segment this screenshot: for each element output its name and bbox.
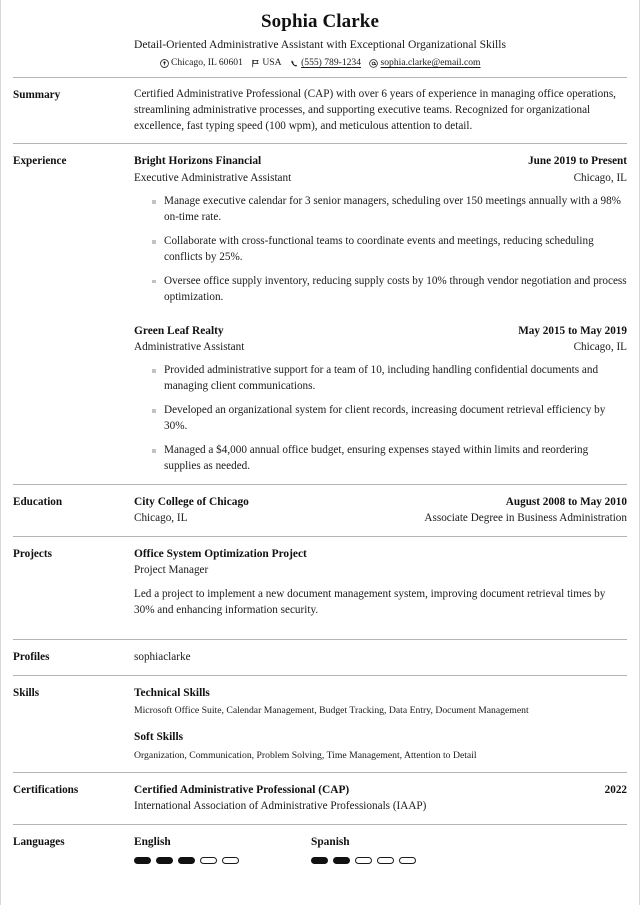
bullet-text: Oversee office supply inventory, reducing supply costs by 10% through vendor negotiation and process optimization. [164, 274, 627, 303]
language-entry [134, 834, 311, 865]
level-pill-filled [178, 857, 195, 864]
summary-text: Certified Administrative Professional (CAP) with over 6 years of experience in managing office operations, streamlining administrative processes, and supporting executive teams. Recognized for organizational excellence, fast typing speed (100 wpm), and meticulous attention to detail. [134, 87, 616, 132]
skill-group [134, 729, 627, 763]
contact-email [369, 57, 480, 70]
contact-location-text: Chicago, IL 60601 [171, 56, 243, 68]
bullet-icon [152, 280, 156, 284]
level-pill-empty [355, 857, 372, 864]
section-label-certifications: Certifications [13, 783, 79, 796]
level-pill-filled [333, 857, 350, 864]
section-education [13, 485, 627, 536]
level-pill-empty [222, 857, 239, 864]
bullet-icon [152, 409, 156, 413]
list-item [152, 194, 627, 226]
section-skills [13, 676, 627, 772]
list-item [152, 403, 627, 435]
section-label-profiles: Profiles [13, 651, 50, 664]
bullet-text: Developed an organizational system for client records, increasing document retrieval efficiency by 30%. [164, 404, 606, 433]
experience-company: Green Leaf Realty [134, 324, 224, 337]
contact-line [13, 57, 627, 77]
experience-location: Chicago, IL [573, 341, 627, 354]
at-sign-icon [369, 59, 378, 68]
experience-bullets [134, 194, 627, 305]
map-pin-icon [160, 59, 169, 68]
section-experience [13, 144, 627, 483]
contact-phone-link[interactable]: (555) 789-1234 [301, 56, 362, 68]
education-entry [134, 494, 627, 527]
project-description: Led a project to implement a new document management system, improving document retrieval times by 30% and enhancing information security. [134, 588, 606, 617]
resume-header [13, 0, 627, 77]
bullet-text: Managed a $4,000 annual office budget, ensuring expenses stayed within limits and reordering supplies as needed. [164, 444, 589, 472]
project-name: Office System Optimization Project [134, 547, 307, 560]
skill-group-items: Microsoft Office Suite, Calendar Management, Budget Tracking, Data Entry, Document Management [134, 705, 529, 717]
education-degree: Associate Degree in Business Administration [424, 512, 627, 525]
contact-country [251, 57, 282, 70]
experience-entry [134, 323, 627, 475]
section-certifications [13, 773, 627, 824]
flag-icon [251, 59, 260, 68]
section-label-summary: Summary [13, 88, 61, 101]
bullet-icon [152, 240, 156, 244]
section-label-projects: Projects [13, 547, 52, 560]
level-pill-filled [134, 857, 151, 864]
contact-phone [290, 57, 361, 70]
level-pill-empty [377, 857, 394, 864]
certification-year: 2022 [604, 783, 627, 796]
experience-dates: June 2019 to Present [528, 155, 627, 168]
certification-name: Certified Administrative Professional (CAP) [134, 783, 350, 796]
section-label-skills: Skills [13, 686, 40, 699]
list-item [152, 443, 627, 475]
certification-issuer: International Association of Administrative Professionals (IAAP) [134, 800, 427, 813]
experience-location: Chicago, IL [573, 172, 627, 184]
experience-company: Bright Horizons Financial [134, 155, 262, 168]
language-level-meter [311, 857, 488, 864]
level-pill-empty [200, 857, 217, 864]
bullet-icon [152, 449, 156, 453]
level-pill-filled [311, 857, 328, 864]
candidate-name: Sophia Clarke [261, 11, 379, 32]
skill-group-name: Soft Skills [134, 731, 184, 744]
section-languages [13, 825, 627, 874]
language-level-meter [134, 857, 311, 864]
experience-title: Executive Administrative Assistant [134, 172, 292, 184]
contact-email-link[interactable]: sophia.clarke@email.com [380, 56, 481, 68]
language-name: Spanish [311, 835, 350, 848]
bullet-icon [152, 369, 156, 373]
bullet-text: Collaborate with cross-functional teams to coordinate events and meetings, reducing scheduling conflicts by 25%. [164, 235, 594, 263]
experience-entry [134, 153, 627, 305]
education-school: City College of Chicago [134, 495, 249, 508]
skill-group-items: Organization, Communication, Problem Solving, Time Management, Attention to Detail [134, 749, 477, 761]
section-label-experience: Experience [13, 155, 67, 168]
level-pill-empty [399, 857, 416, 864]
experience-bullets [134, 363, 627, 474]
phone-icon [290, 59, 299, 68]
bullet-text: Provided administrative support for a team of 10, including handling confidential documents and managing client communications. [164, 364, 599, 393]
contact-country-text: USA [262, 56, 282, 68]
section-summary [13, 78, 627, 144]
bullet-text: Manage executive calendar for 3 senior managers, scheduling over 150 meetings annually with a 98% on-time rate. [164, 195, 621, 224]
list-item [152, 363, 627, 395]
project-role: Project Manager [134, 564, 209, 577]
list-item [152, 234, 627, 266]
profile-username[interactable]: sophiaclarke [134, 651, 191, 664]
experience-title: Administrative Assistant [134, 341, 245, 354]
language-name: English [134, 835, 171, 848]
language-entry [311, 834, 488, 865]
bullet-icon [152, 200, 156, 204]
skill-group [134, 685, 627, 719]
certification-entry [134, 782, 627, 815]
education-location: Chicago, IL [134, 512, 188, 525]
experience-dates: May 2015 to May 2019 [518, 324, 627, 337]
contact-location [160, 57, 243, 70]
section-label-education: Education [13, 495, 63, 508]
education-dates: August 2008 to May 2010 [505, 495, 627, 508]
level-pill-filled [156, 857, 173, 864]
section-profiles [13, 640, 627, 674]
section-projects [13, 537, 627, 640]
skill-group-name: Technical Skills [134, 686, 210, 699]
list-item [152, 274, 627, 306]
project-entry [134, 546, 627, 620]
candidate-headline: Detail-Oriented Administrative Assistant with Exceptional Organizational Skills [133, 37, 506, 51]
section-label-languages: Languages [13, 835, 65, 848]
